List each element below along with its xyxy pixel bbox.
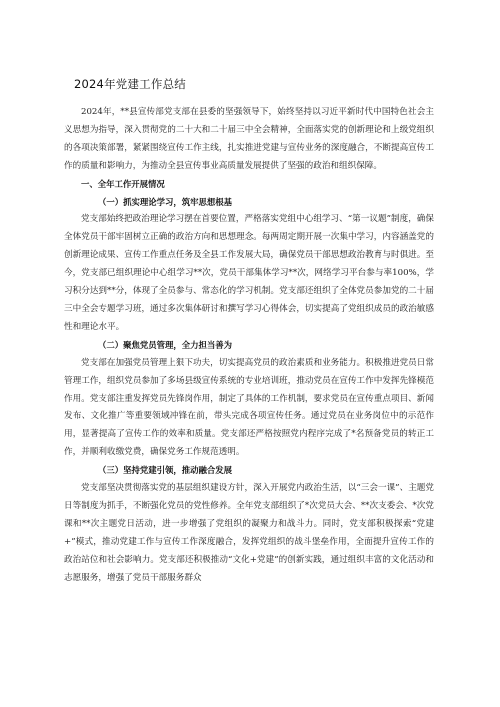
subsection-heading: （一）抓实理论学习，筑牢思想根基 [98,196,232,207]
body-paragraph: 党支部始终把政治理论学习摆在首要位置，严格落实党组中心组学习、“第一议题”制度，确保全体党员干部牢固树立正确的政治方向和思想理念。每两周定期开展一次集中学习，内容涵盖党的创新理论成果、宣传工作重点任务及全县工作发展大局，确保党员干部思想政治教育与时俱进。至今，党支部已组织理论中心组学习**次，党员干部集体学习**次，网络学习平台参与率100%，学习积分达到**分，体现了全员参与、常态化的学习机制。党支部还组织了全体党员参加党的二十届三中全会专题学习班，通过多次集体研讨和撰写学习心得体会，切实提高了党组织成员的政治敏感性和理论水平。 [64,214,434,332]
document-body [64,104,434,587]
section-heading: 一、全年工作开展情况 [81,178,165,189]
document-title: 2024年党建工作总结 [74,77,186,91]
subsection-heading: （二）聚焦党员管理，全力担当善为 [98,339,232,350]
body-paragraph: 党支部坚决贯彻落实党的基层组织建设方针，深入开展党内政治生活，以“三会一课”、主题党日等制度为抓手，不断强化党员的党性修养。全年党支部组织了*次党员大会、**次支委会、*次党课和**次主题党日活动，进一步增强了党组织的凝聚力和战斗力。同时，党支部积极探索“党建+”模式，推动党建工作与宣传工作深度融合，发挥党组织的战斗堡垒作用，全面提升宣传工作的政治站位和社会影响力。党支部还积极推动“文化+党建”的创新实践，通过组织丰富的文化活动和志愿服务，增强了党员干部服务群众 [64,483,434,583]
body-paragraph: 2024年，**县宣传部党支部在县委的坚强领导下，始终坚持以习近平新时代中国特色社会主义思想为指导，深入贯彻党的二十大和二十届三中全会精神，全面落实党的创新理论和上级党组织的各项决策部署，紧紧围绕宣传工作主线，扎实推进党建与宣传业务的深度融合，不断提高宣传工作的质量和影响力，为推动全县宣传事业高质量发展提供了坚强的政治和组织保障。 [64,107,434,171]
subsection-heading: （三）坚持党建引领，推动融合发展 [98,465,232,476]
body-paragraph: 党支部在加强党员管理上狠下功夫，切实提高党员的政治素质和业务能力。积极推进党员日常管理工作，组织党员参加了多场县级宣传系统的专业培训班，推动党员在宣传工作中发挥先锋模范作用。党支部注重发挥党员先锋岗作用，制定了具体的工作机制，要求党员在宣传重点项目、新闻发布、文化推广等重要领域冲锋在前，带头完成各项宣传任务。通过党员在业务岗位中的示范作用，显著提高了宣传工作的效率和质量。党支部还严格按照党内程序完成了*名预备党员的转正工作，并顺利收缴党费，确保党务工作规范透明。 [64,357,434,458]
